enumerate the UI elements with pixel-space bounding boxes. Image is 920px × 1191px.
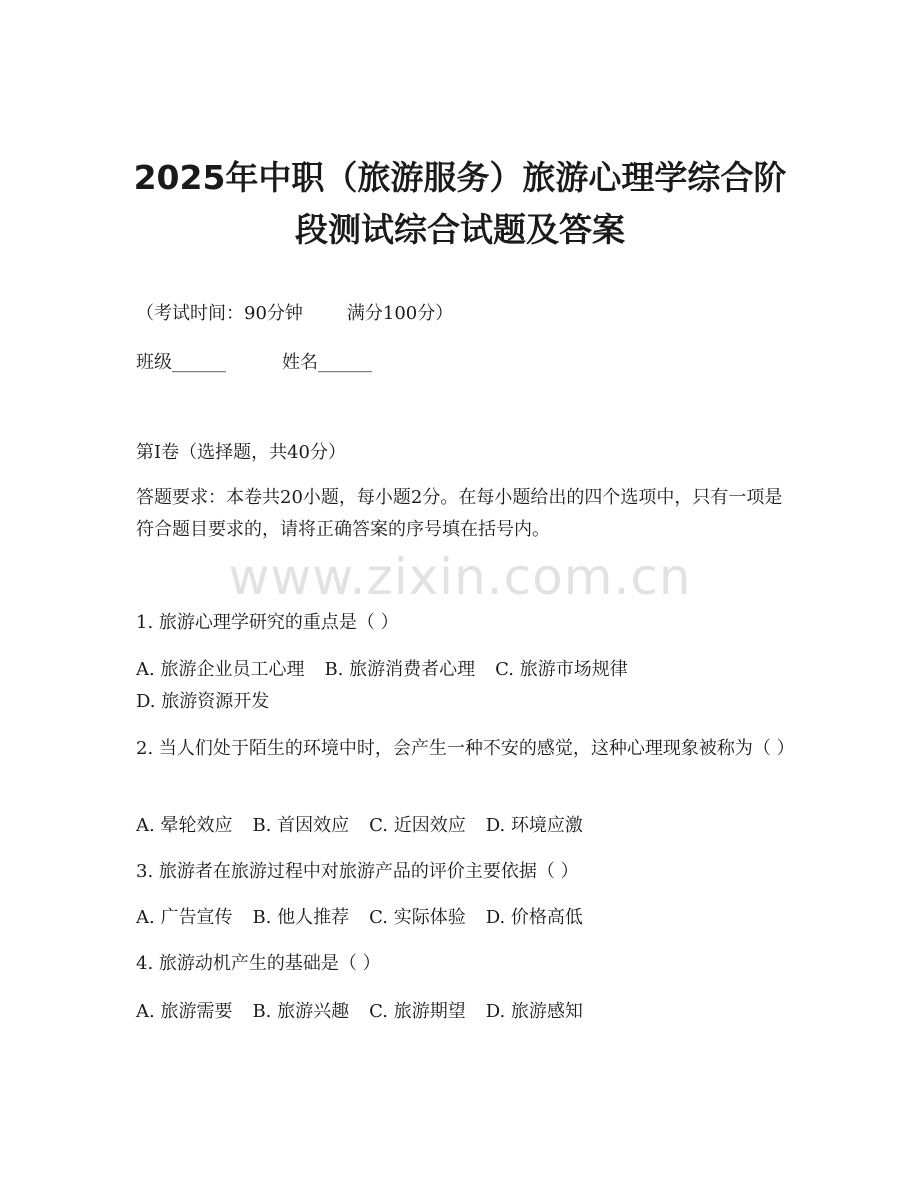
option: D. 价格高低 — [485, 907, 583, 928]
question-options — [136, 907, 603, 929]
option: D. 环境应激 — [485, 815, 583, 836]
option: C. 旅游期望 — [369, 1001, 466, 1022]
option: A. 旅游企业员工心理 — [136, 659, 305, 680]
instructions: 答题要求：本卷共20小题，每小题2分。在每小题给出的四个选项中，只有一项是符合题目要求的，请将正确答案的序号填在括号内。 — [136, 487, 783, 540]
exam-time: （考试时间：90分钟 — [136, 303, 303, 324]
question-stem: 4. 旅游动机产生的基础是（ ） — [136, 953, 381, 974]
option: C. 近因效应 — [369, 815, 466, 836]
class-field: 班级______ — [136, 352, 226, 373]
option: B. 旅游兴趣 — [252, 1001, 350, 1022]
question-stem: 1. 旅游心理学研究的重点是（ ） — [136, 612, 399, 633]
section-title: 第I卷（选择题，共40分） — [136, 442, 347, 463]
document-title — [80, 152, 840, 256]
question-options — [136, 1001, 603, 1023]
question-options — [136, 815, 603, 837]
title-line-1: 2025年中职（旅游服务）旅游心理学综合阶 — [133, 158, 787, 197]
question-options — [136, 654, 786, 718]
option: C. 实际体验 — [369, 907, 466, 928]
option: B. 首因效应 — [252, 815, 350, 836]
option: D. 旅游感知 — [485, 1001, 583, 1022]
option: A. 广告宣传 — [136, 907, 233, 928]
option: B. 他人推荐 — [252, 907, 350, 928]
full-score: 满分100分） — [346, 303, 454, 324]
exam-meta — [136, 303, 453, 325]
question-stem: 2. 当人们处于陌生的环境中时，会产生一种不安的感觉，这种心理现象被称为（ ） — [136, 738, 795, 759]
option: A. 旅游需要 — [136, 1001, 233, 1022]
question-stem: 3. 旅游者在旅游过程中对旅游产品的评价主要依据（ ） — [136, 861, 579, 882]
option: D. 旅游资源开发 — [136, 691, 270, 712]
option: C. 旅游市场规律 — [495, 659, 628, 680]
name-field: 姓名______ — [282, 352, 372, 373]
option: B. 旅游消费者心理 — [324, 659, 476, 680]
student-info-row — [136, 352, 372, 374]
title-line-2: 段测试综合试题及答案 — [295, 210, 625, 249]
watermark: www.zixin.com.cn — [228, 548, 692, 606]
option: A. 晕轮效应 — [136, 815, 233, 836]
